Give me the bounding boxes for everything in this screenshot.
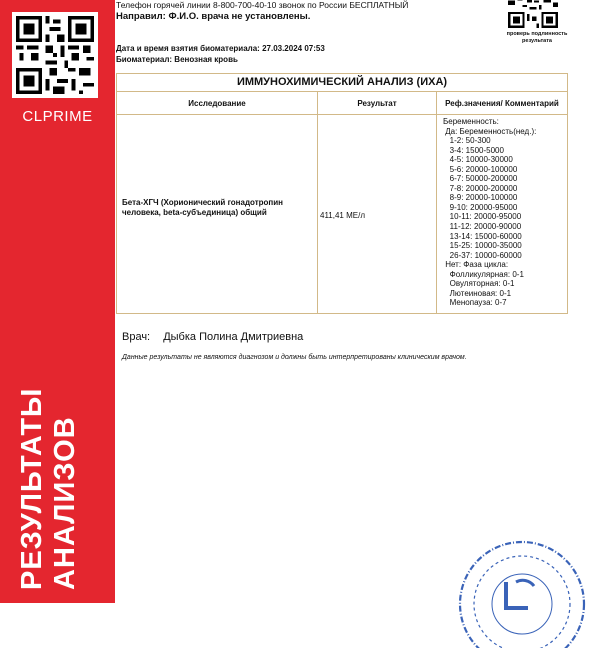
reference-line: 7-8: 20000-200000: [443, 184, 565, 194]
qr-code: [12, 12, 98, 98]
reference-line: 1-2: 50-300: [443, 136, 565, 146]
doctor: [122, 331, 303, 343]
reference-line: Овуляторная: 0-1: [443, 279, 565, 289]
reference-line: Нет: Фаза цикла:: [443, 260, 565, 270]
qr-caption: проверь подлинность результата: [492, 31, 582, 45]
biomaterial: Биоматериал: Венозная кровь: [116, 55, 238, 64]
reference-line: 13-14: 15000-60000: [443, 232, 565, 242]
doctor-label: Врач:: [122, 331, 150, 343]
doctor-name: Дыбка Полина Дмитриевна: [163, 331, 303, 343]
verify-qr-code[interactable]: [508, 0, 558, 28]
reference-line: Беременность:: [443, 117, 565, 127]
reference-line: 26-37: 10000-60000: [443, 251, 565, 261]
sidebar-title-line-1: РЕЗУЛЬТАТЫ: [16, 385, 49, 590]
reference-line: 9-10: 20000-95000: [443, 203, 565, 213]
reference-line: 3-4: 1500-5000: [443, 146, 565, 156]
reference-line: Лютеиновая: 0-1: [443, 289, 565, 299]
sample-datetime: Дата и время взятия биоматериала: 27.03.2024 07:53: [116, 44, 325, 53]
test-name: Бета-ХГЧ (Хорионический гонадотропин человека, beta-субъединица) общий: [122, 198, 314, 218]
disclaimer: Данные результаты не являются диагнозом и должны быть интерпретированы клиническим врачом.: [122, 354, 467, 361]
reference-line: 11-12: 20000-90000: [443, 222, 565, 232]
reference-line: Фолликулярная: 0-1: [443, 270, 565, 280]
reference-line: 10-11: 20000-95000: [443, 212, 565, 222]
column-divider: [317, 92, 318, 313]
analysis-table: [116, 73, 568, 314]
hotline-text: Телефон горячей линии 8-800-700-40-10 звонок по России БЕСПЛАТНЫЙ: [116, 0, 408, 10]
reference-line: 15-25: 10000-35000: [443, 241, 565, 251]
reference-line: 8-9: 20000-100000: [443, 193, 565, 203]
column-header-test: Исследование: [117, 92, 317, 114]
reference-line: 6-7: 50000-200000: [443, 174, 565, 184]
test-result: 411,41 МЕ/л: [320, 211, 365, 220]
reference-line: Менопауза: 0-7: [443, 298, 565, 308]
sidebar: [0, 0, 115, 603]
table-title: ИММУНОХИМИЧЕСКИЙ АНАЛИЗ (ИХА): [117, 74, 567, 92]
reference-line: 4-5: 10000-30000: [443, 155, 565, 165]
column-header-result: Результат: [318, 92, 436, 114]
column-divider: [436, 92, 437, 313]
reference-line: Да: Беременность(нед.):: [443, 127, 565, 137]
brand-name: CLPRIME: [0, 108, 115, 125]
reference-line: 5-6: 20000-100000: [443, 165, 565, 175]
reference-values: [443, 117, 565, 308]
header-divider: [117, 114, 567, 115]
lab-stamp: [456, 538, 586, 648]
sidebar-title: [16, 385, 106, 590]
referred-by: Направил: Ф.И.О. врача не установлены.: [116, 11, 310, 22]
column-header-reference: Реф.значения/ Комментарий: [437, 92, 567, 114]
sidebar-title-line-2: АНАЛИЗОВ: [49, 385, 82, 590]
